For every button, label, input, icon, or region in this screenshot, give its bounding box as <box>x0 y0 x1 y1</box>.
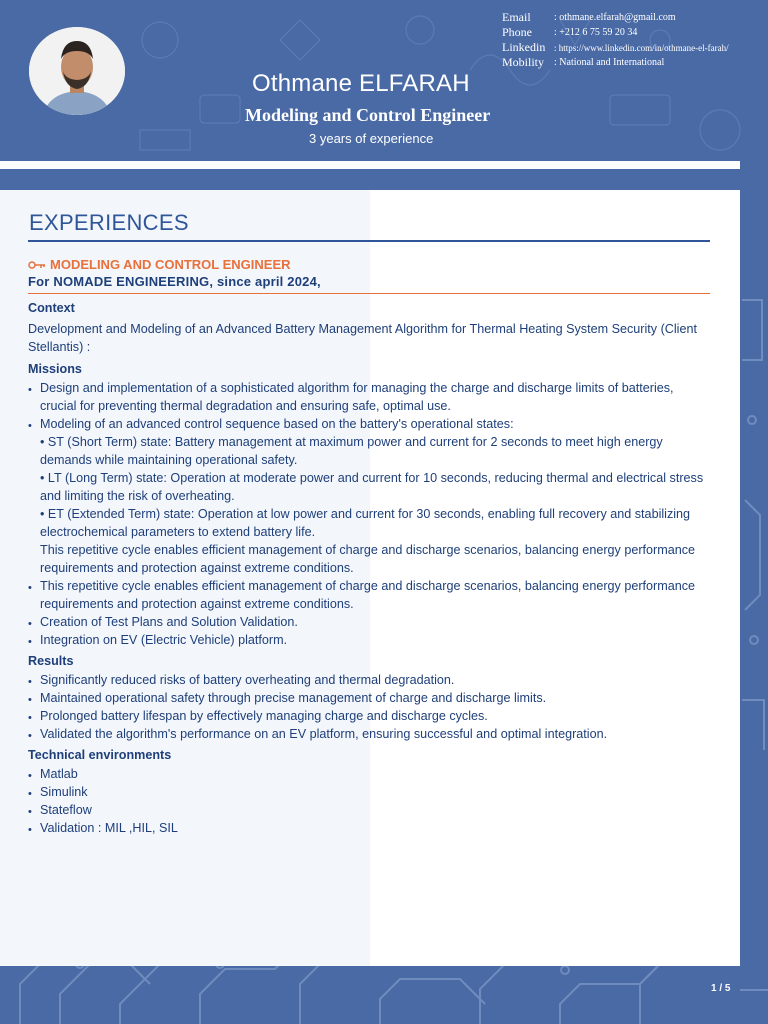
job-divider <box>28 293 710 294</box>
context-heading: Context <box>28 301 75 315</box>
experience-entry <box>28 257 712 839</box>
mission-st-state: • ST (Short Term) state: Battery management at maximum power and current for 2 seconds to meet high energy demands while maintaining operational safety. <box>40 435 663 467</box>
contact-row-email <box>502 10 729 25</box>
missions-heading: Missions <box>28 362 82 376</box>
job-heading <box>28 257 712 273</box>
page-number: 1 / 5 <box>711 983 731 994</box>
mobility-value: : National and International <box>554 57 665 68</box>
missions-list <box>28 379 712 649</box>
list-item: • Creation of Test Plans and Solution Validation. <box>28 613 712 631</box>
section-title: EXPERIENCES <box>29 210 189 235</box>
company-line: For NOMADE ENGINEERING, since april 2024, <box>28 274 321 289</box>
list-item: • Maintained operational safety through precise management of charge and discharge limits. <box>28 689 712 707</box>
contact-row-mobility <box>502 55 729 70</box>
list-item: • Integration on EV (Electric Vehicle) platform. <box>28 631 712 649</box>
mission-et-state: • ET (Extended Term) state: Operation at low power and current for 30 seconds, enabling full recovery and stabilizing electrochemical parameters to extend battery life. <box>40 507 691 539</box>
years-of-experience: 3 years of experience <box>309 131 434 146</box>
profile-photo <box>29 27 125 115</box>
contact-label: Linkedin <box>502 40 546 54</box>
list-item <box>28 415 712 577</box>
cv-header <box>0 0 768 160</box>
key-icon <box>28 260 46 270</box>
contact-label: Phone <box>502 25 532 39</box>
results-heading: Results <box>28 654 74 668</box>
list-item: • This repetitive cycle enables efficient management of charge and discharge scenarios, balancing energy performance requirements and protection against extreme conditions. <box>28 577 712 613</box>
phone-value: : +212 6 75 59 20 34 <box>554 27 638 38</box>
mission-intro: • Modeling of an advanced control sequence based on the battery's operational states: <box>40 417 514 431</box>
header-divider <box>0 161 740 169</box>
contact-row-phone <box>502 25 729 40</box>
linkedin-link[interactable]: : https://www.linkedin.com/in/othmane-el-farah/ <box>554 42 729 53</box>
list-item: • Validation : MIL ,HIL, SIL <box>28 819 712 837</box>
section-divider <box>28 240 710 242</box>
contact-block <box>502 10 729 70</box>
list-item: • Prolonged battery lifespan by effectively managing charge and discharge cycles. <box>28 707 712 725</box>
candidate-title: Modeling and Control Engineer <box>245 105 491 125</box>
contact-label: Mobility <box>502 55 545 69</box>
tech-list <box>28 765 712 837</box>
job-title: MODELING AND CONTROL ENGINEER <box>50 257 291 272</box>
list-item: • Design and implementation of a sophisticated algorithm for managing the charge and discharge limits of batteries, crucial for preventing thermal degradation and ensuring safe, optimal use. <box>28 379 712 415</box>
list-item: • Stateflow <box>28 801 712 819</box>
mission-lt-state: • LT (Long Term) state: Operation at moderate power and current for 10 seconds, reducing thermal and electrical stress and limiting the risk of overheating. <box>40 471 704 503</box>
context-text: Development and Modeling of an Advanced Battery Management Algorithm for Thermal Heating System Security (Client Stellantis) : <box>28 322 697 354</box>
email-value[interactable]: : othmane.elfarah@gmail.com <box>554 12 676 23</box>
list-item: • Matlab <box>28 765 712 783</box>
list-item: • Validated the algorithm's performance on an EV platform, ensuring successful and optimal integration. <box>28 725 712 743</box>
results-list <box>28 671 712 743</box>
contact-label: Email <box>502 10 531 24</box>
contact-row-linkedin <box>502 40 729 55</box>
candidate-name: Othmane ELFARAH <box>252 70 470 97</box>
tech-heading: Technical environments <box>28 748 172 762</box>
list-item: • Simulink <box>28 783 712 801</box>
list-item: • Significantly reduced risks of battery overheating and thermal degradation. <box>28 671 712 689</box>
experience-card <box>0 190 740 966</box>
mission-cycle-note: This repetitive cycle enables efficient management of charge and discharge scenarios, balancing energy performance requirements and protection against extreme conditions. <box>40 543 696 575</box>
